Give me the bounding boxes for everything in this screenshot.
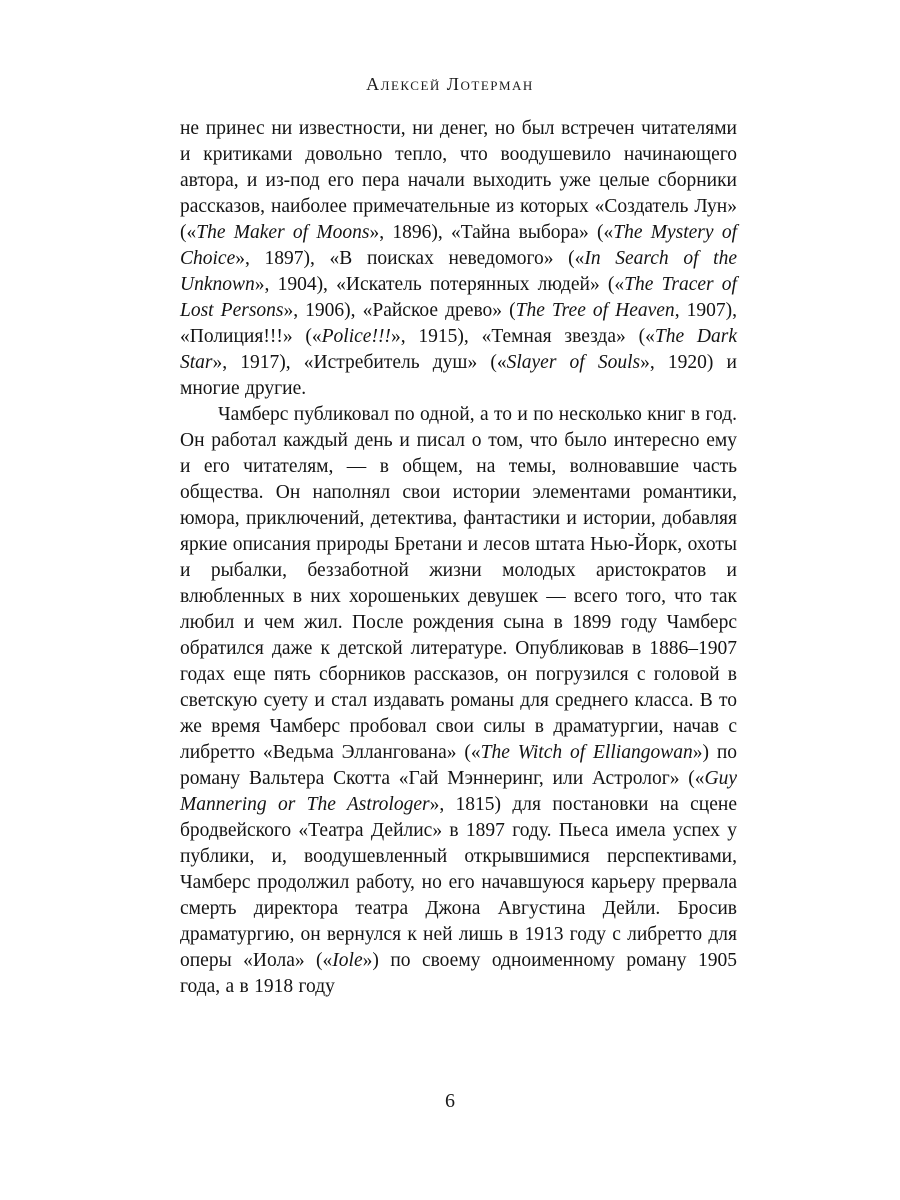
text-segment: , 1907), «Полиция!!!» («: [180, 300, 737, 347]
text-segment: », 1815) для постановки на сцене бродвейского «Театра Дейлис» в 1897 году. Пьеса имела успех у публики, и, воодушевленный открывшимися перспективами, Чамберс продолжил работу, но его начавшуюся карьеру прервала смерть директора театра Джона Августина Дейли. Бросив драматургию, он вернулся к ней лишь в 1913 году с либретто для оперы «Иола» («: [180, 794, 737, 971]
text-segment: Чамберс публиковал по одной, а то и по несколько книг в год. Он работал каждый день и писал о том, что было интересно ему и его читателям, — в общем, на темы, волновавшие часть общества. Он наполнял свои истории элементами романтики, юмора, приключений, детектива, фантастики и истории, добавляя яркие описания природы Бретани и лесов штата Нью-Йорк, охоты и рыбалки, беззаботной жизни молодых аристократов и влюбленных в них хорошеньких девушек — всего того, что так любил и чем жил. После рождения сына в 1899 году Чамберс обратился даже к детской литературе. Опубликовав в 1886–1907 годах еще пять сборников рассказов, он погрузился с головой в светскую суету и стал издавать романы для среднего класса. В то же время Чамберс пробовал свои силы в драматургии, начав с либретто «Ведьма Эллангована» («: [180, 404, 737, 763]
text-segment: », 1897), «В поисках неведомого» («: [235, 248, 585, 269]
text-segment-italic: The Mystery of Choice: [180, 222, 737, 269]
text-segment-italic: Police!!!: [321, 326, 391, 347]
text-segment-italic: The Witch of Elliangowan: [480, 742, 693, 763]
text-segment: », 1915), «Темная звезда» («: [390, 326, 655, 347]
running-head-author: Алексей Лотерман: [366, 74, 534, 94]
text-segment: », 1920) и многие другие.: [180, 352, 737, 399]
text-segment-italic: The Tracer of Lost Persons: [180, 274, 737, 321]
text-segment-italic: Iole: [332, 950, 363, 971]
text-segment: не принес ни известности, ни денег, но был встречен читателями и критиками довольно тепло, что воодушевило начинающего автора, и из-под его пера начали выходить уже целые сборники рассказов, наиболее примечательные из которых «Создатель Лун» («: [180, 118, 737, 243]
paragraph: [180, 116, 737, 402]
text-segment: ») по своему одноименному роману 1905 года, а в 1918 году: [180, 950, 737, 997]
body-text: [180, 116, 737, 1000]
text-segment-italic: In Search of the Unknown: [180, 248, 737, 295]
text-segment-italic: The Dark Star: [180, 326, 738, 373]
text-segment: », 1896), «Тайна выбора» («: [369, 222, 614, 243]
paragraph: [180, 402, 737, 1000]
text-segment-italic: The Maker of Moons: [196, 222, 370, 243]
text-segment-italic: The Tree of Heaven: [515, 300, 675, 321]
page-number: 6: [445, 1090, 455, 1112]
text-segment-italic: Slayer of Souls: [506, 352, 641, 373]
text-segment: », 1906), «Райское древо» (: [283, 300, 516, 321]
text-segment: ») по роману Вальтера Скотта «Гай Мэннеринг, или Астролог» («: [180, 742, 738, 789]
text-segment-italic: Guy Mannering or The Astrologer: [180, 768, 737, 815]
text-segment: », 1917), «Истребитель душ» («: [212, 352, 507, 373]
text-segment: », 1904), «Искатель потерянных людей» («: [254, 274, 625, 295]
